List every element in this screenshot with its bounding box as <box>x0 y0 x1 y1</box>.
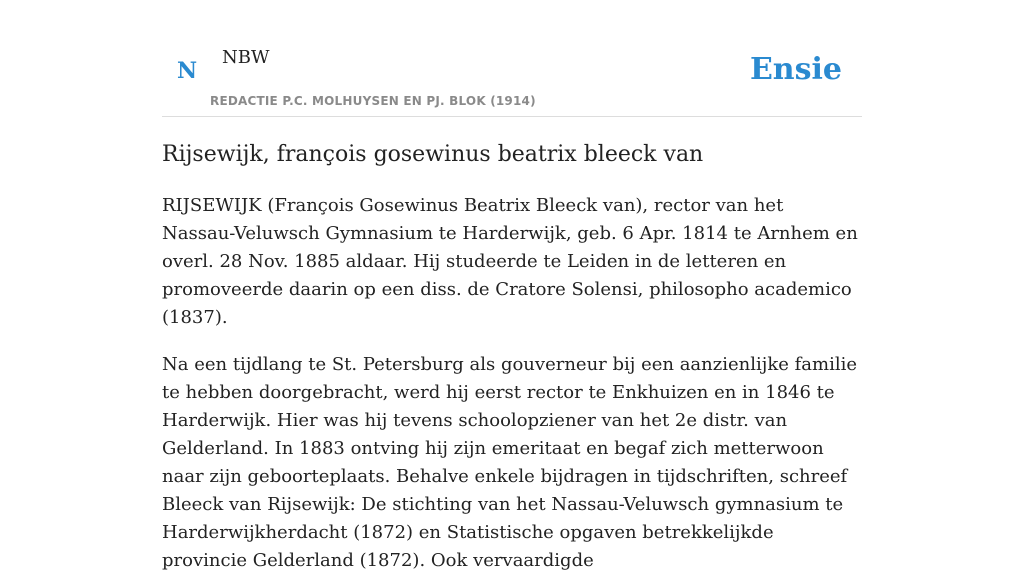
article-title: Rijsewijk, françois gosewinus beatrix bleeck van <box>162 142 704 167</box>
source-title[interactable]: NBW <box>222 47 270 68</box>
article <box>162 140 862 575</box>
page-header <box>162 0 862 117</box>
source-logo[interactable]: N <box>177 58 198 84</box>
source-subtitle: REDACTIE P.C. MOLHUYSEN EN PJ. BLOK (1914) <box>210 94 536 108</box>
article-paragraph-2: Na een tijdlang te St. Petersburg als gouverneur bij een aanzienlijke familie te hebben doorgebracht, werd hij eerst rector te Enkhuizen en in 1846 te Harderwijk. Hier was hij tevens schoolopziener van het 2e distr. van Gelderland. In 1883 ontving hij zijn emeritaat en begaf zich metterwoon naar zijn geboorteplaats. Behalve enkele bijdragen in tijdschriften, schreef Bleeck van Rijsewijk: De stichting van het Nassau-Veluwsch gymnasium te Harderwijkherdacht (1872) en Statistische opgaven betrekkelijkde provincie Gelderland (1872). Ook vervaardigde <box>162 354 857 571</box>
article-paragraph-1: RIJSEWIJK (François Gosewinus Beatrix Bleeck van), rector van het Nassau-Veluwsch Gymnasium te Harderwijk, geb. 6 Apr. 1814 te Arnhem en overl. 28 Nov. 1885 aldaar. Hij studeerde te Leiden in de letteren en promoveerde daarin op een diss. de Cratore Solensi, philosopho academico (1837). <box>162 195 858 328</box>
brand-logo[interactable]: Ensie <box>749 52 842 87</box>
